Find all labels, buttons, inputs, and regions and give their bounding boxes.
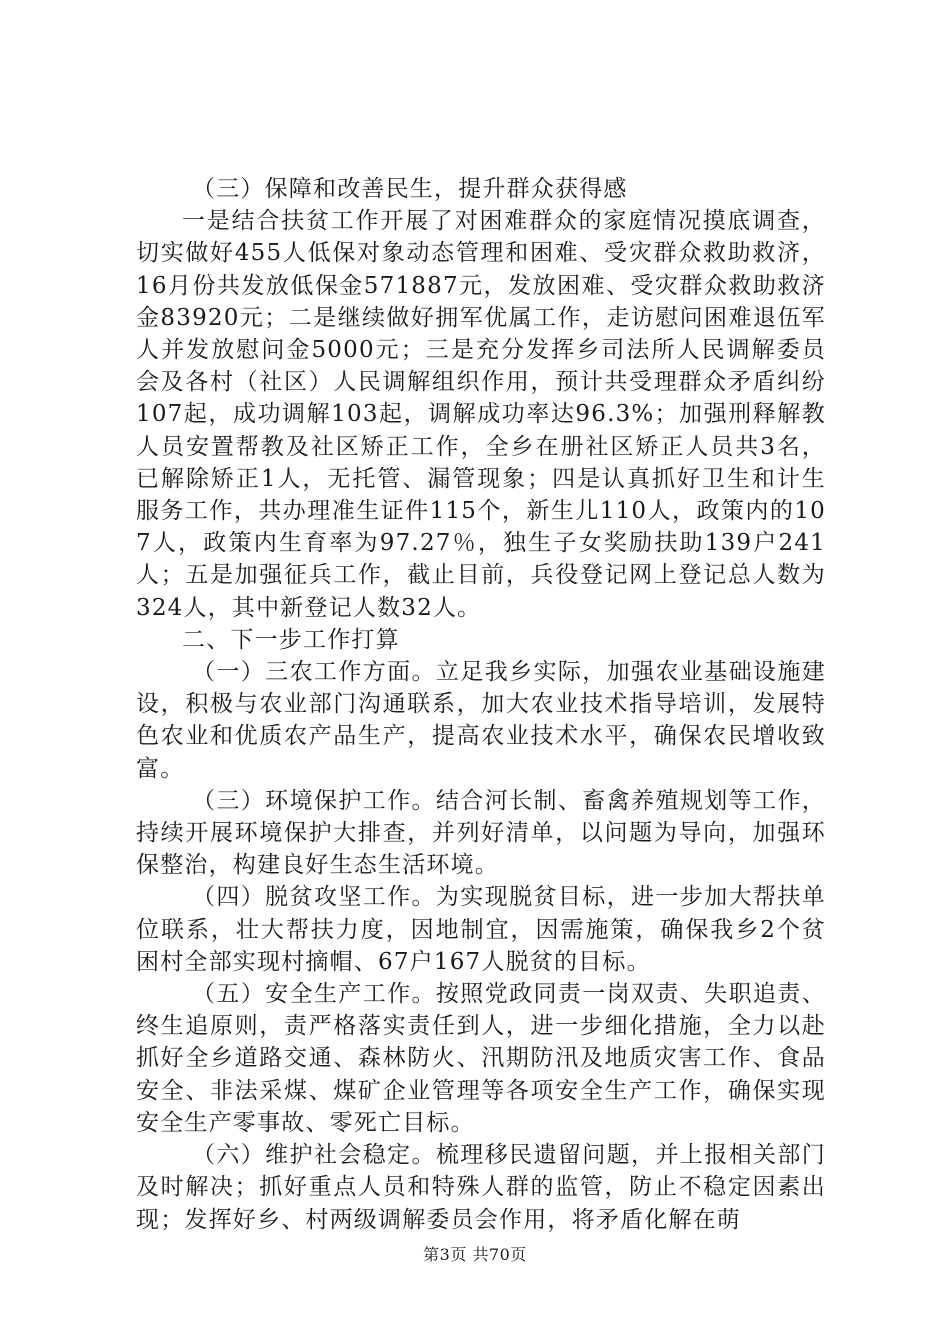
page-number-footer: 第3页 共70页 [423, 1245, 527, 1264]
paragraph-social-stability: （六）维护社会稳定。梳理移民遗留问题，并上报相关部门及时解决；抓好重点人员和特殊人群的监管，防止不稳定因素出现；发挥好乡、村两级调解委员会作用，将矛盾化解在萌 [136, 1142, 826, 1233]
section-heading-next-steps: 二、下一步工作打算 [182, 626, 400, 653]
paragraph-agriculture: （一）三农工作方面。立足我乡实际，加强农业基础设施建设，积极与农业部门沟通联系，加大农业技术指导培训，发展特色农业和优质农产品生产，提高农业技术水平，确保农民增收致富。 [136, 659, 826, 782]
paragraph-livelihood-details: 一是结合扶贫工作开展了对困难群众的家庭情况摸底调查，切实做好455人低保对象动态管理和困难、受灾群众救助救济，16月份共发放低保金571887元，发放困难、受灾群众救助救济金83920元；二是继续做好拥军优属工作，走访慰问困难退伍军人并发放慰问金5000元；三是充分发挥乡司法所人民调解委员会及各村（社区）人民调解组织作用，预计共受理群众矛盾纠纷107起，成功调解103起，调解成功率达96.3%；加强刑释解教人员安置帮教及社区矫正工作，全乡在册社区矫正人员共3名，已解除矫正1人，无托管、漏管现象；四是认真抓好卫生和计生服务工作，共办理准生证件115个，新生儿110人，政策内的107人，政策内生育率为97.27％，独生子女奖励扶助139户241人；五是加强征兵工作，截止目前，兵役登记网上登记总人数为324人，其中新登记人数32人。 [136, 208, 826, 621]
paragraph-poverty-alleviation: （四）脱贫攻坚工作。为实现脱贫目标，进一步加大帮扶单位联系，壮大帮扶力度，因地制宜，因需施策，确保我乡2个贫困村全部实现村摘帽、67户167人脱贫的目标。 [136, 884, 826, 975]
paragraph-environment: （三）环境保护工作。结合河长制、畜禽养殖规划等工作，持续开展环境保护大排查，并列好清单，以问题为导向，加强环保整治，构建良好生态生活环境。 [136, 787, 826, 879]
document-body [136, 173, 826, 1236]
section-heading-livelihood: （三）保障和改善民生，提升群众获得感 [192, 176, 628, 202]
paragraph-work-safety: （五）安全生产工作。按照党政同责一岗双责、失职追责、终生追原则，责严格落实责任到人，进一步细化措施，全力以赴抓好全乡道路交通、森林防火、汛期防汛及地质灾害工作、食品安全、非法采煤、煤矿企业管理等各项安全生产工作，确保实现安全生产零事故、零死亡目标。 [136, 981, 826, 1136]
